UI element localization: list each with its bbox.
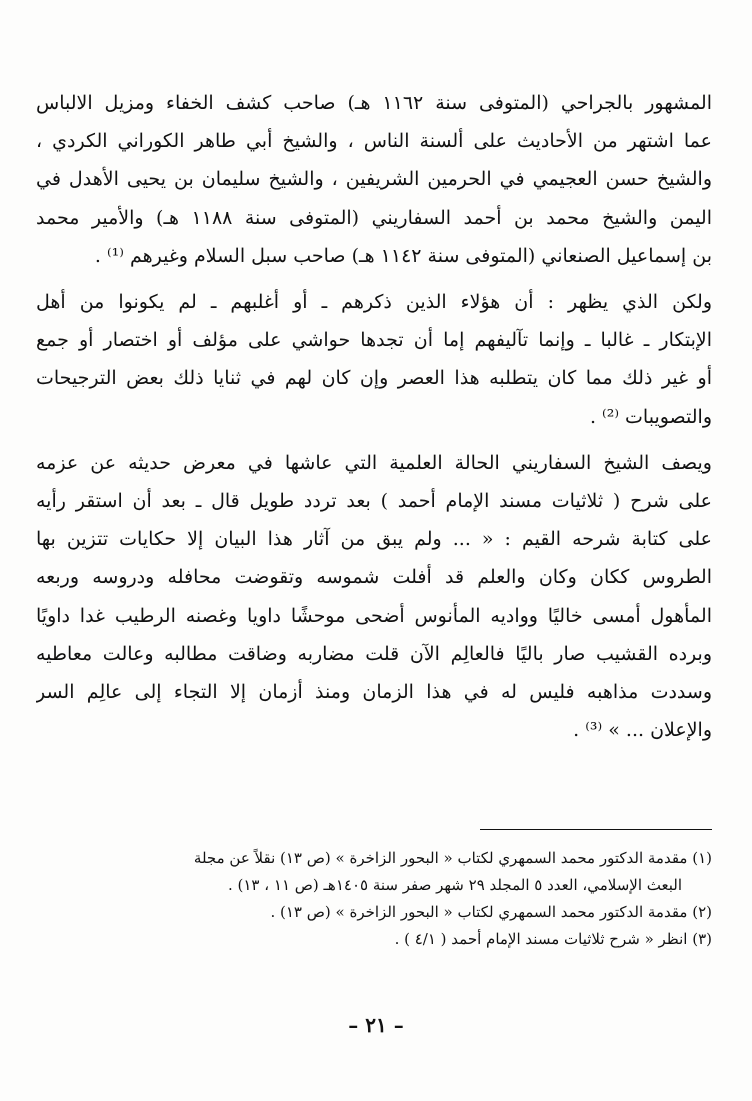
text-line: والشيخ حسن العجيمي في الحرمين الشريفين ، والشيخ سليمان بن يحيى الأهدل في: [36, 168, 712, 191]
text-line: أو غير ذلك مما كان يتطلبه هذا العصر وإن كان لهم في ثنايا ذلك بعض الترجيحات: [36, 367, 712, 390]
footnotes-block: [36, 845, 712, 953]
footnote-separator: [480, 829, 712, 830]
text-line: المشهور بالجراحي (المتوفى سنة ١١٦٢ هـ) صاحب كشف الخفاء ومزيل الالباس: [36, 92, 712, 114]
footnote-2: (٢) مقدمة الدكتور محمد السمهري لكتاب « البحور الزاخرة » (ص ١٣) .: [270, 903, 712, 921]
footnote-1: (١) مقدمة الدكتور محمد السمهري لكتاب « البحور الزاخرة » (ص ١٣) نقلاً عن مجلة: [193, 849, 712, 867]
footnote-1-continuation: البعث الإسلامي، العدد ٥ المجلد ٢٩ شهر صفر سنة ١٤٠٥هـ (ص ١١ ، ١٣) .: [227, 876, 682, 894]
text-line: بن إسماعيل الصنعاني (المتوفى سنة ١١٤٢ هـ) صاحب سبل السلام وغيرهم ⁽¹⁾ .: [94, 244, 712, 267]
text-line: والإعلان ... » ⁽³⁾ .: [573, 719, 712, 742]
text-line: والتصويبات ⁽²⁾ .: [589, 405, 712, 428]
text-line: الطروس ككان وكان والعلم قد أفلت شموسه وتقوضت محافله ودروسه وربعه: [36, 566, 712, 589]
text-line: على شرح ( ثلاثيات مسند الإمام أحمد ) بعد تردد طويل قال ـ بعد أن استقر رأيه: [36, 490, 712, 513]
text-line: اليمن والشيخ محمد بن أحمد السفاريني (المتوفى سنة ١١٨٨ هـ) والأمير محمد: [36, 206, 712, 229]
paragraph-gap: [36, 275, 712, 283]
text-line: وسددت مذاهبه فليس له في هذا الزمان ومنذ أزمان إلا التجاء إلى عالِم السر: [36, 681, 712, 704]
main-text-block: [36, 84, 712, 749]
text-line: على كتابة شرحه القيم : « ... ولم يبق من آثار هذا البيان إلا حكايات تتزين بها: [36, 528, 712, 551]
paragraph-gap: [36, 436, 712, 444]
text-line: الإبتكار ـ غالبا ـ وإنما تآليفهم إما أن تجدها حواشي على مؤلف أو اختصار أو جمع: [36, 329, 712, 352]
footnote-3: (٣) انظر « شرح ثلاثيات مسند الإمام أحمد ( ٤/١ ) .: [394, 930, 712, 948]
text-line: المأهول أمسى خاليًا وواديه المأنوس أضحى موحشًا داويا وغصنه الرطيب غدا داويًا: [36, 604, 712, 627]
paragraph-3: [36, 444, 712, 750]
text-line: ولكن الذي يظهر : أن هؤلاء الذين ذكرهم ـ أو أغلبهم ـ لم يكونوا من أهل: [36, 291, 712, 314]
page-number: – ٢١ –: [348, 1013, 404, 1037]
paragraph-2: [36, 283, 712, 436]
paragraph-1: [36, 84, 712, 275]
text-line: وبرده القشيب صار باليًا فالعالِم الآن قلت مضاربه وضاقت مطالبه وعالت معاطيه: [36, 642, 712, 665]
text-line: ويصف الشيخ السفاريني الحالة العلمية التي عاشها في معرض حديثه عن عزمه: [36, 451, 712, 474]
text-line: عما اشتهر من الأحاديث على ألسنة الناس ، والشيخ أبي طاهر الكوراني الكردي ،: [36, 130, 712, 153]
